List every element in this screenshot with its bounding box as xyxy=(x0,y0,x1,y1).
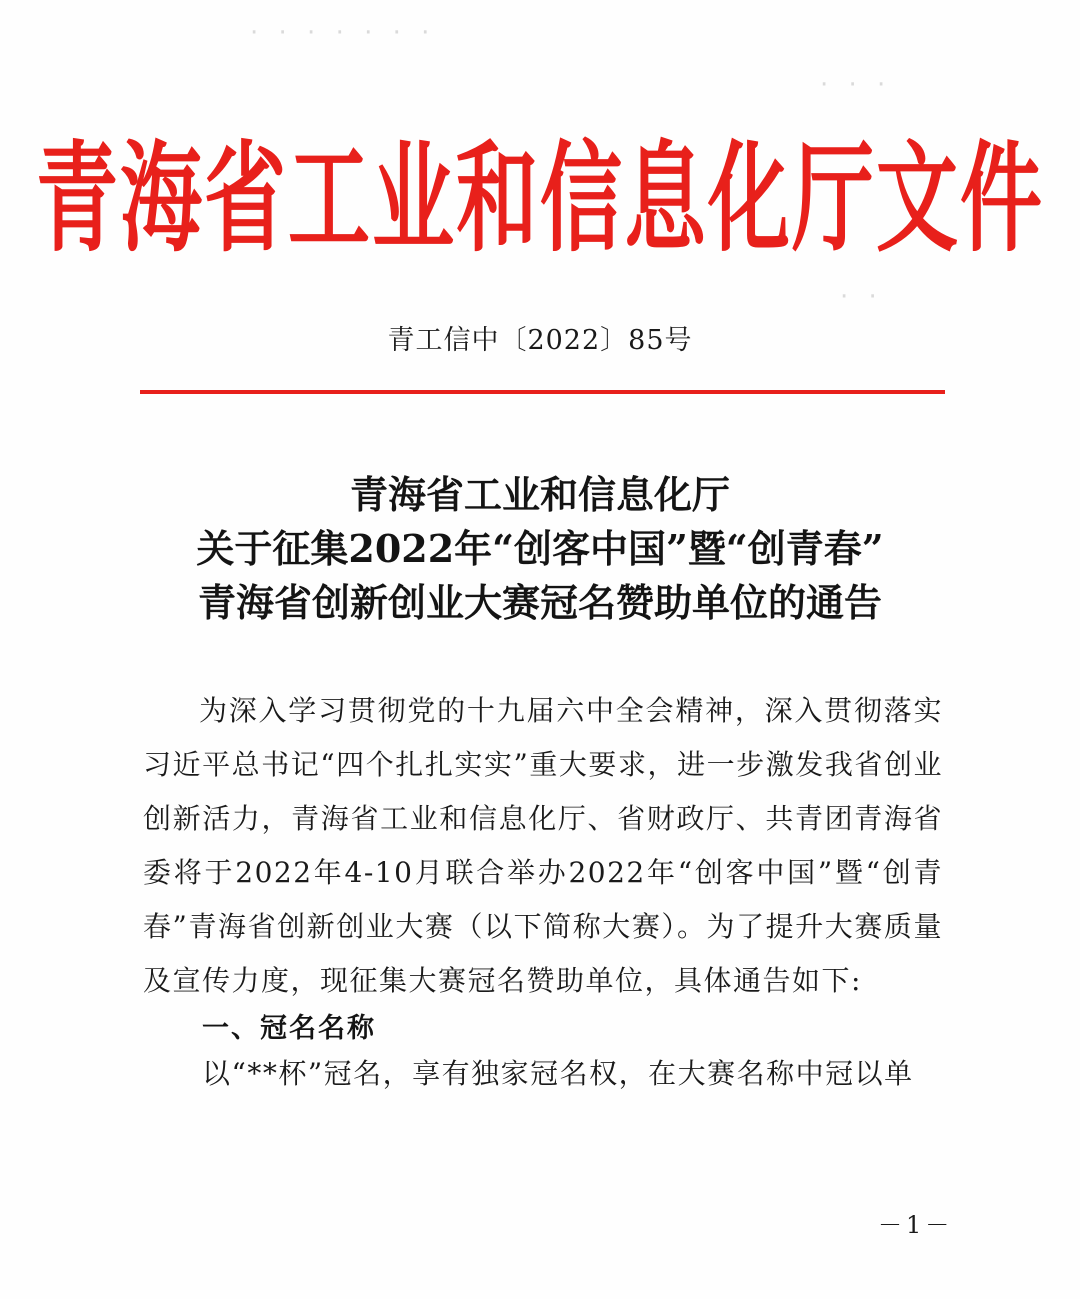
section-heading-naming: 一、冠名名称 xyxy=(202,1013,376,1044)
notice-body xyxy=(143,684,943,1008)
page-number: －1－ xyxy=(878,1211,954,1239)
notice-title-line: 青海省工业和信息化厅 xyxy=(349,472,730,517)
notice-title xyxy=(0,468,1080,630)
bleed-through-texture: · · · · · · · xyxy=(250,18,436,48)
notice-title-line: 关于征集2022年“创客中国”暨“创青春” xyxy=(196,526,884,571)
bleed-through-texture: · · xyxy=(840,282,883,312)
bleed-through-texture: · · · xyxy=(820,70,892,100)
notice-title-line: 青海省创新创业大赛冠名赞助单位的通告 xyxy=(197,580,882,625)
issuer-title: 青海省工业和信息化厅文件 xyxy=(35,130,1044,269)
intro-paragraph: 为深入学习贯彻党的十九届六中全会精神，深入贯彻落实习近平总书记“四个扎扎实实”重大要求，进一步激发我省创业创新活力，青海省工业和信息化厅、省财政厅、共青团青海省委将于2022年4-10月联合举办2022年“创客中国”暨“创青春”青海省创新创业大赛（以下简称大赛）。为了提升大赛质量及宣传力度，现征集大赛冠名赞助单位，具体通告如下: xyxy=(143,694,943,997)
red-divider-line xyxy=(140,390,945,394)
document-number: 青工信中〔2022〕85号 xyxy=(387,325,693,356)
section-paragraph-naming: 以“**杯”冠名，享有独家冠名权，在大赛名称中冠以单 xyxy=(202,1057,914,1090)
